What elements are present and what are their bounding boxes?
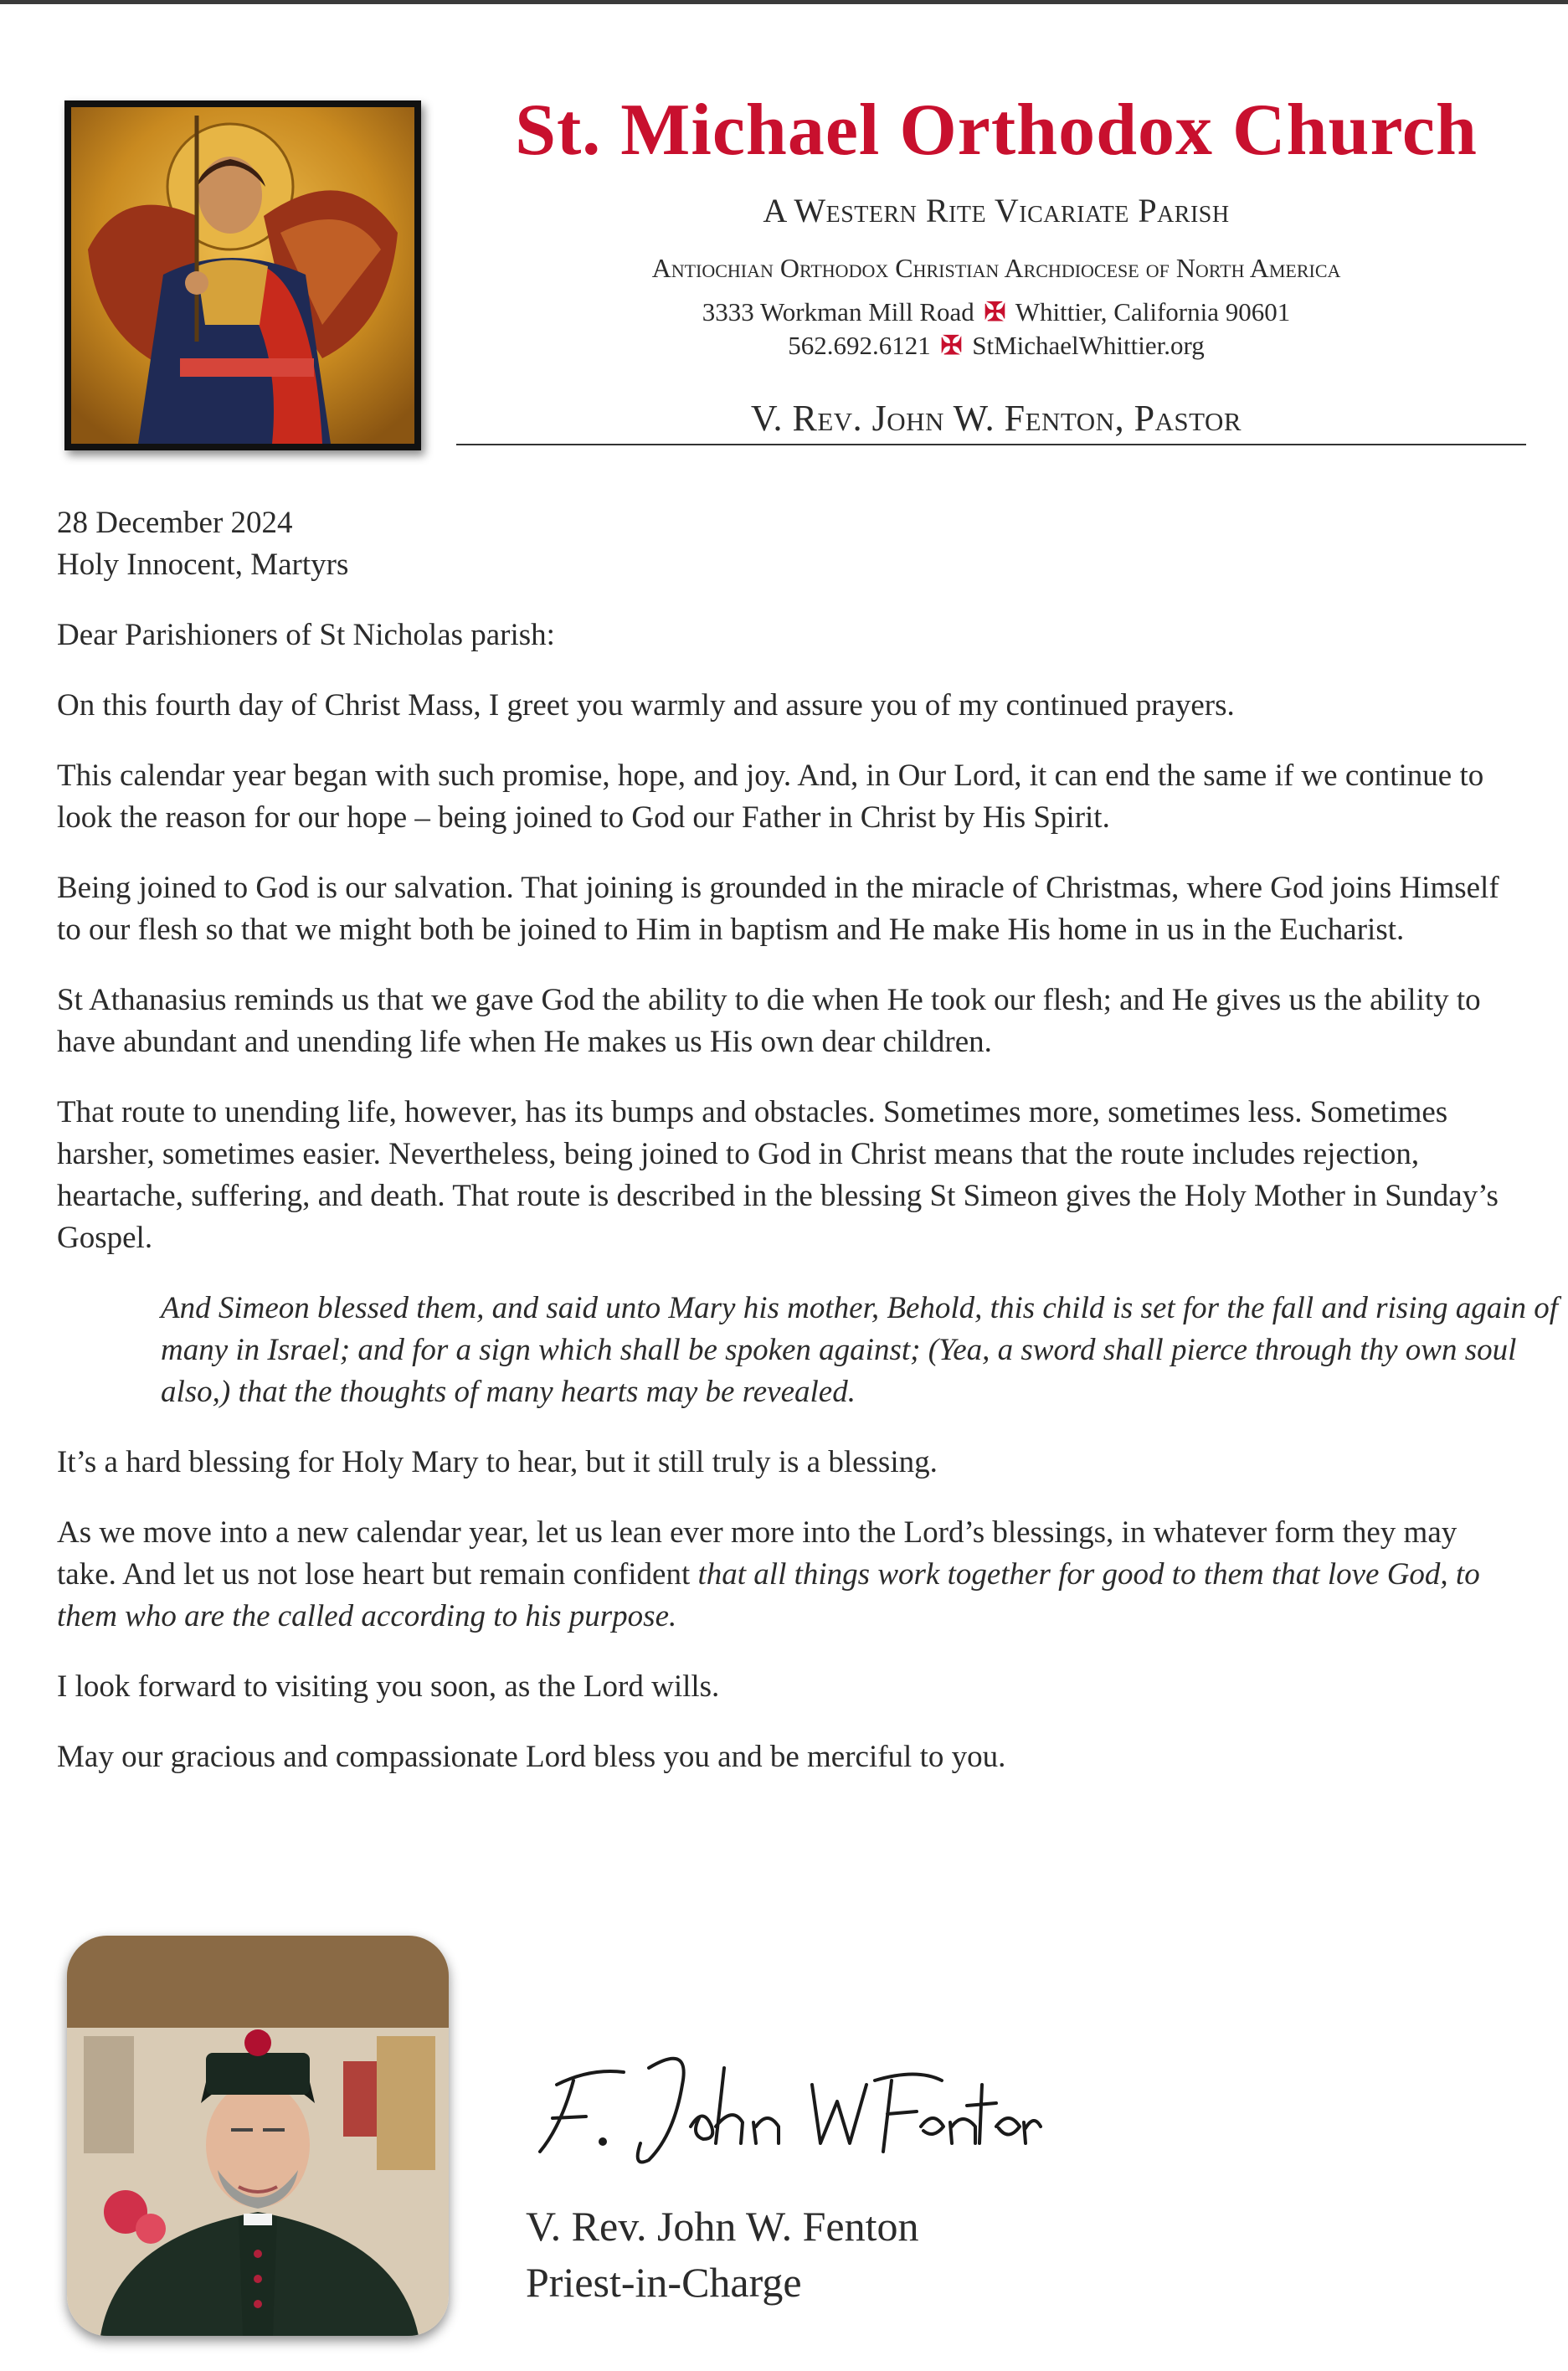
romans-quote: that all things work together for good to them that love God, to them who are the called according to his purpose. bbox=[57, 1557, 1480, 1633]
paragraph-salvation: Being joined to God is our salvation. That joining is grounded in the miracle of Christmas, where God joins Himself to our flesh so that we might both be joined to Him in baptism and He make His home in us in the Eucharist. bbox=[57, 871, 1499, 947]
signer-name: V. Rev. John W. Fenton bbox=[526, 2203, 919, 2250]
letter-date: 28 December 2024 bbox=[57, 506, 293, 540]
paragraph-blessing: May our gracious and compassionate Lord bless you and be merciful to you. bbox=[57, 1740, 1006, 1774]
parish-subtitle: A Western Rite Vicariate Parish bbox=[763, 192, 1230, 229]
pastor-line: V. Rev. John W. Fenton, Pastor bbox=[750, 398, 1242, 439]
header-divider bbox=[456, 444, 1526, 445]
new-year-text: As we move into a new calendar year, let us lean ever more into the Lord’s blessings, in whatever form they may take. And let us not lose heart but remain confident bbox=[57, 1515, 1457, 1592]
feast-day: Holy Innocent, Martyrs bbox=[57, 548, 349, 582]
date-block bbox=[57, 502, 1522, 586]
website-link[interactable]: StMichaelWhittier.org bbox=[972, 331, 1205, 360]
paragraph-calendar-year: This calendar year began with such promise, hope, and joy. And, in Our Lord, it can end the same if we continue to look the reason for our hope – being joined to God our Father in Christ by His Spirit. bbox=[57, 759, 1484, 835]
salutation: Dear Parishioners of St Nicholas parish: bbox=[57, 618, 555, 652]
signer-title: Priest-in-Charge bbox=[526, 2259, 802, 2306]
handwritten-signature bbox=[523, 2034, 1042, 2177]
paragraph-visit: I look forward to visiting you soon, as the Lord wills. bbox=[57, 1669, 720, 1704]
cross-icon: ✠ bbox=[940, 331, 963, 360]
city-address: Whittier, California 90601 bbox=[1015, 297, 1291, 327]
top-border bbox=[0, 0, 1568, 4]
paragraph-athanasius: St Athanasius reminds us that we gave God the ability to die when He took our flesh; and He gives us the ability to have abundant and unending life when He makes us His own dear children. bbox=[57, 983, 1481, 1059]
st-michael-icon-image bbox=[64, 100, 421, 450]
street-address: 3333 Workman Mill Road bbox=[702, 297, 974, 327]
letter-body bbox=[57, 502, 1559, 1807]
archdiocese-line: Antiochian Orthodox Christian Archdiocese of North America bbox=[651, 253, 1341, 283]
cross-icon: ✠ bbox=[984, 297, 1006, 327]
scripture-quote: And Simeon blessed them, and said unto Mary his mother, Behold, this child is set for the fall and rising again of many in Israel; and for a sign which shall be spoken against; (Yea, a sword shall pierce through thy own soul also,) that the thoughts of many hearts may be revealed. bbox=[161, 1291, 1559, 1409]
paragraph-new-year bbox=[57, 1512, 1522, 1638]
priest-photo bbox=[67, 1936, 449, 2336]
address-line bbox=[452, 297, 1540, 327]
church-name: St. Michael Orthodox Church bbox=[515, 90, 1478, 171]
paragraph-hard-blessing: It’s a hard blessing for Holy Mary to hear, but it still truly is a blessing. bbox=[57, 1445, 938, 1479]
paragraph-greeting: On this fourth day of Christ Mass, I greet you warmly and assure you of my continued prayers. bbox=[57, 688, 1235, 723]
contact-line bbox=[452, 331, 1540, 361]
phone-number: 562.692.6121 bbox=[788, 331, 931, 360]
paragraph-route: That route to unending life, however, has its bumps and obstacles. Sometimes more, sometimes less. Sometimes harsher, sometimes easier. Nevertheless, being joined to God in Christ means that the route includes rejection, heartache, suffering, and death. That route is described in the blessing St Simeon gives the Holy Mother in Sunday’s Gospel. bbox=[57, 1095, 1499, 1255]
